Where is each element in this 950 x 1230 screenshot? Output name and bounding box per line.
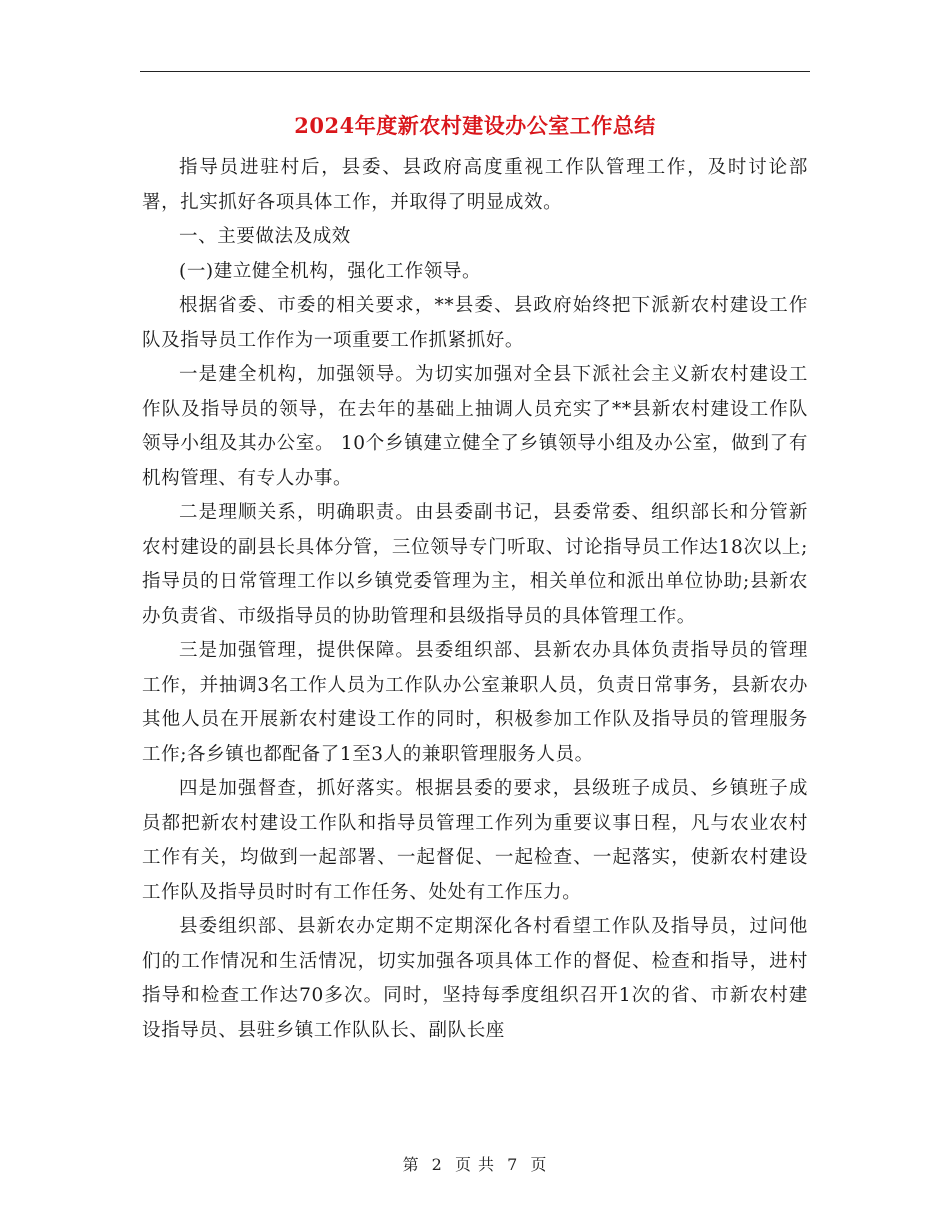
header-rule — [140, 71, 810, 72]
paragraph: 二是理顺关系，明确职责。由县委副书记，县委常委、组织部长和分管新农村建设的副县长具体分管，三位领导专门听取、讨论指导员工作达18次以上;指导员的日常管理工作以乡镇党委管理为主，相关单位和派出单位协助;县新农办负责省、市级指导员的协助管理和县级指导员的具体管理工作。 — [142, 502, 808, 627]
document-title: 2024年度新农村建设办公室工作总结 — [294, 113, 656, 138]
footer-middle: 页 共 — [454, 1155, 496, 1174]
footer-total-pages: 7 — [507, 1155, 519, 1174]
paragraph: 一是建全机构，加强领导。为切实加强对全县下派社会主义新农村建设工作队及指导员的领导，在去年的基础上抽调人员充实了**县新农村建设工作队领导小组及其办公室。 10个乡镇建立健全了乡镇领导小组及办公室，做到了有机构管理、有专人办事。 — [142, 364, 808, 489]
footer-suffix: 页 — [530, 1155, 548, 1174]
footer-page-number: 2 — [431, 1155, 443, 1174]
paragraph: 县委组织部、县新农办定期不定期深化各村看望工作队及指导员，过问他们的工作情况和生活情况，切实加强各项具体工作的督促、检查和指导，进村指导和检查工作达70多次。同时，坚持每季度组织召开1次的省、市新农村建设指导员、县驻乡镇工作队队长、副队长座 — [142, 916, 808, 1041]
paragraph: 三是加强管理，提供保障。县委组织部、县新农办具体负责指导员的管理工作，并抽调3名工作人员为工作队办公室兼职人员，负责日常事务，县新农办其他人员在开展新农村建设工作的同时，积极参加工作队及指导员的管理服务工作;各乡镇也都配备了1至3人的兼职管理服务人员。 — [142, 640, 808, 765]
document-body — [142, 151, 808, 1048]
page-footer — [0, 1152, 950, 1175]
paragraph-intro: 指导员进驻村后，县委、县政府高度重视工作队管理工作，及时讨论部署，扎实抓好各项具体工作，并取得了明显成效。 — [142, 157, 808, 213]
paragraph: 四是加强督查，抓好落实。根据县委的要求，县级班子成员、乡镇班子成员都把新农村建设工作队和指导员管理工作列为重要议事日程，凡与农业农村工作有关，均做到一起部署、一起督促、一起检查、一起落实，使新农村建设工作队及指导员时时有工作任务、处处有工作压力。 — [142, 778, 808, 903]
subsection-heading: (一)建立健全机构，强化工作领导。 — [179, 260, 482, 282]
paragraph: 根据省委、市委的相关要求，**县委、县政府始终把下派新农村建设工作队及指导员工作作为一项重要工作抓紧抓好。 — [142, 295, 808, 351]
section-heading: 一、主要做法及成效 — [179, 226, 351, 247]
footer-prefix: 第 — [402, 1155, 420, 1174]
